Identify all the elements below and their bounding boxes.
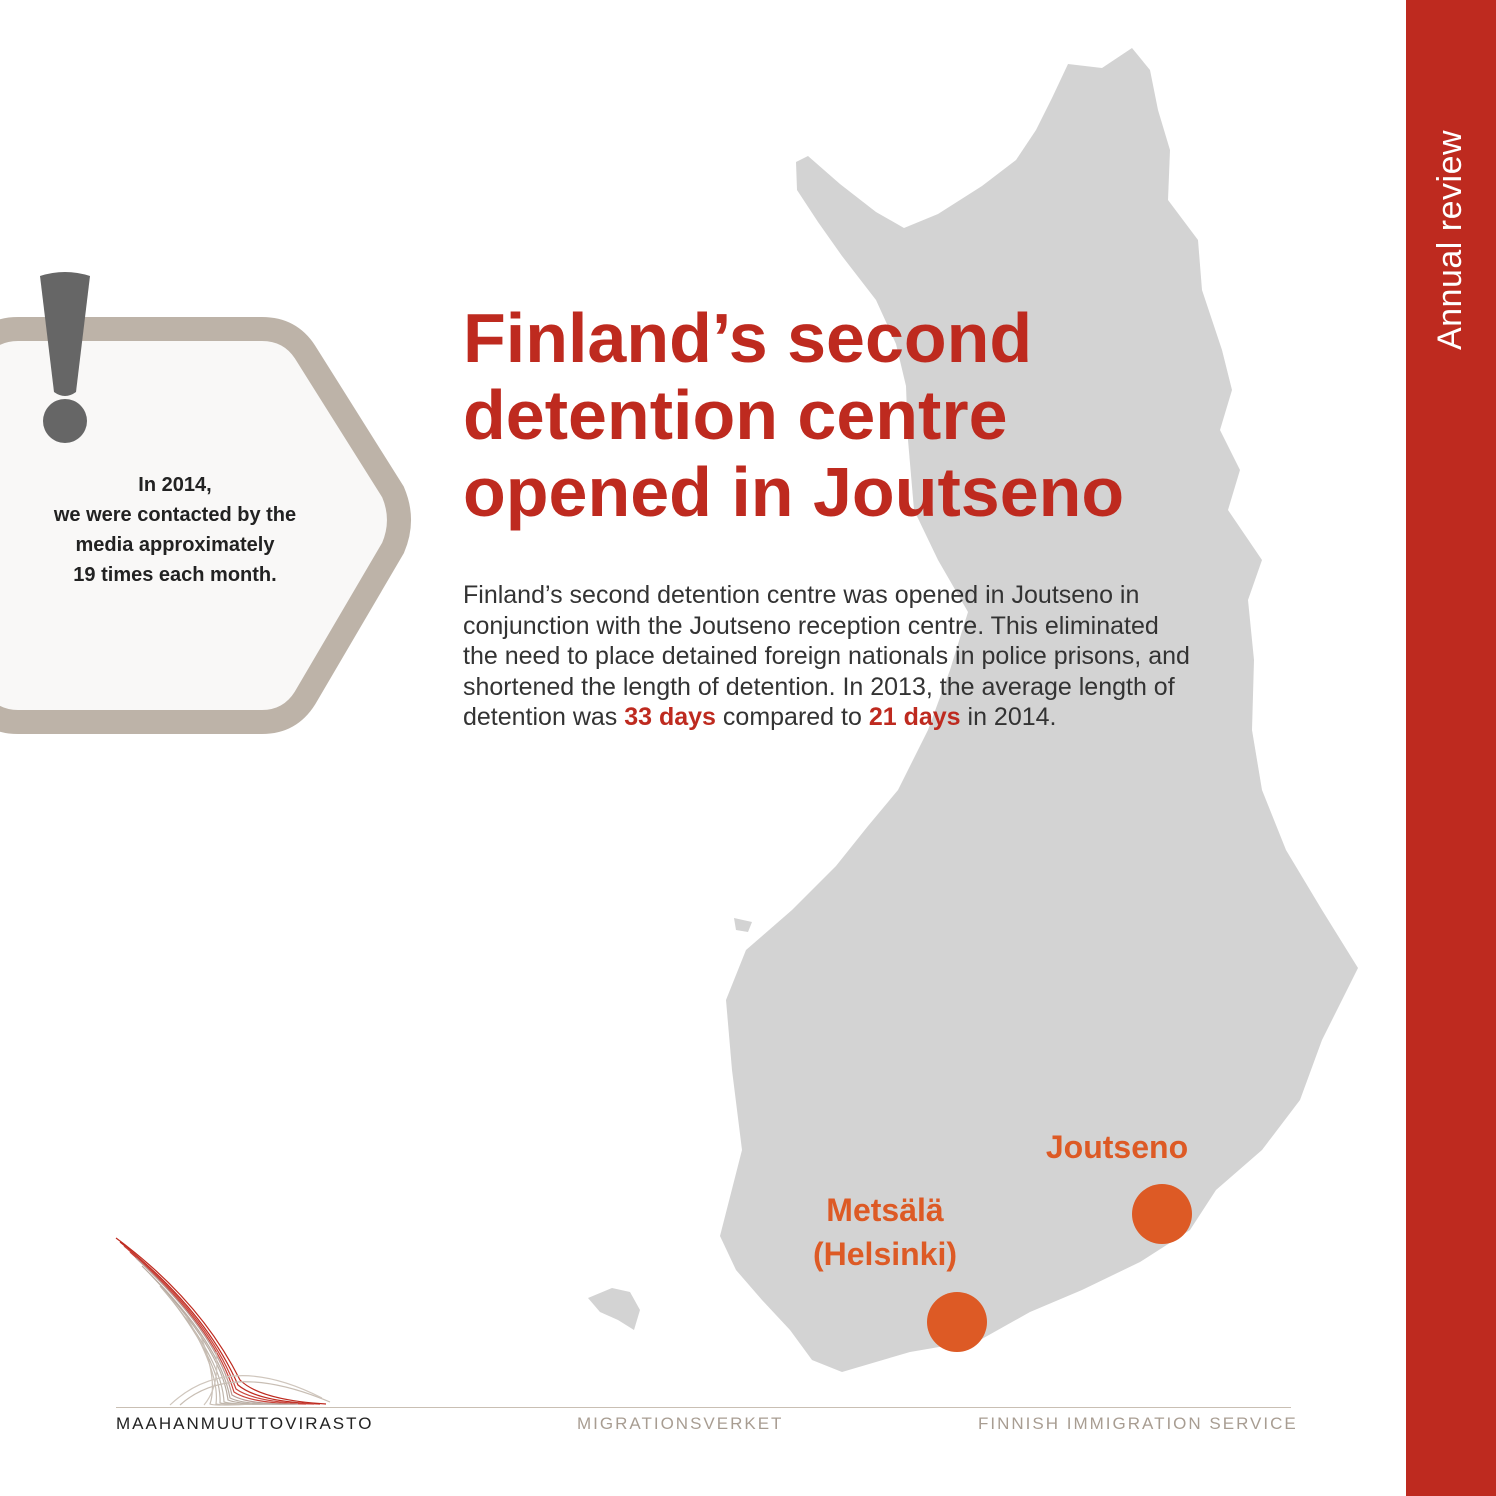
page-title: [463, 300, 1283, 531]
callout-line-4: 19 times each month.: [73, 564, 277, 586]
small-island: [734, 918, 752, 932]
body-line-3: the need to place detained foreign nationals in police prisons, and: [463, 642, 1190, 670]
joutseno-marker: [1132, 1184, 1192, 1244]
callout-line-2: we were contacted by the: [53, 504, 297, 526]
title-line-2: detention centre: [463, 376, 1008, 454]
title-line-1: Finland’s second: [463, 299, 1033, 377]
body-line-2: conjunction with the Joutseno reception centre. This eliminated: [463, 611, 1159, 640]
callout-text: [20, 470, 330, 590]
callout-line-3: media approximately: [75, 534, 275, 556]
body-line-5: [463, 702, 1303, 733]
metsala-label-line-2: (Helsinki): [812, 1236, 958, 1272]
footer-org-fi: MAAHANMUUTTOVIRASTO: [116, 1414, 374, 1433]
body-line-4: shortened the length of detention. In 2013, the average length of: [463, 672, 1175, 701]
joutseno-label: [1022, 1125, 1212, 1169]
aland-islands: [588, 1288, 640, 1330]
days-2014-highlight: 21 days: [868, 703, 961, 731]
annual-review-label: Annual review: [1431, 129, 1469, 351]
days-2013-highlight: 33 days: [624, 703, 716, 731]
footer-org-sv: MIGRATIONSVERKET: [577, 1414, 784, 1433]
metsala-marker: [927, 1292, 987, 1352]
metsala-label: [780, 1188, 990, 1276]
joutseno-label-text: Joutseno: [1045, 1129, 1189, 1165]
metsala-label-line-1: Metsälä: [826, 1192, 944, 1228]
body-line-5c: in 2014.: [960, 703, 1057, 731]
body-line-5a: detention was: [463, 703, 625, 731]
body-line-1: Finland’s second detention centre was opened in Joutseno in: [463, 581, 1140, 609]
footer-divider: [116, 1407, 1291, 1408]
wing-logo-icon: [116, 1238, 330, 1405]
exclamation-dot: [43, 399, 87, 443]
footer-org-en: FINNISH IMMIGRATION SERVICE: [978, 1414, 1298, 1433]
body-line-5b: compared to: [715, 703, 869, 731]
body-paragraph: [463, 580, 1303, 733]
callout-line-1: In 2014,: [138, 474, 212, 496]
title-line-3: opened in Joutseno: [463, 453, 1125, 531]
